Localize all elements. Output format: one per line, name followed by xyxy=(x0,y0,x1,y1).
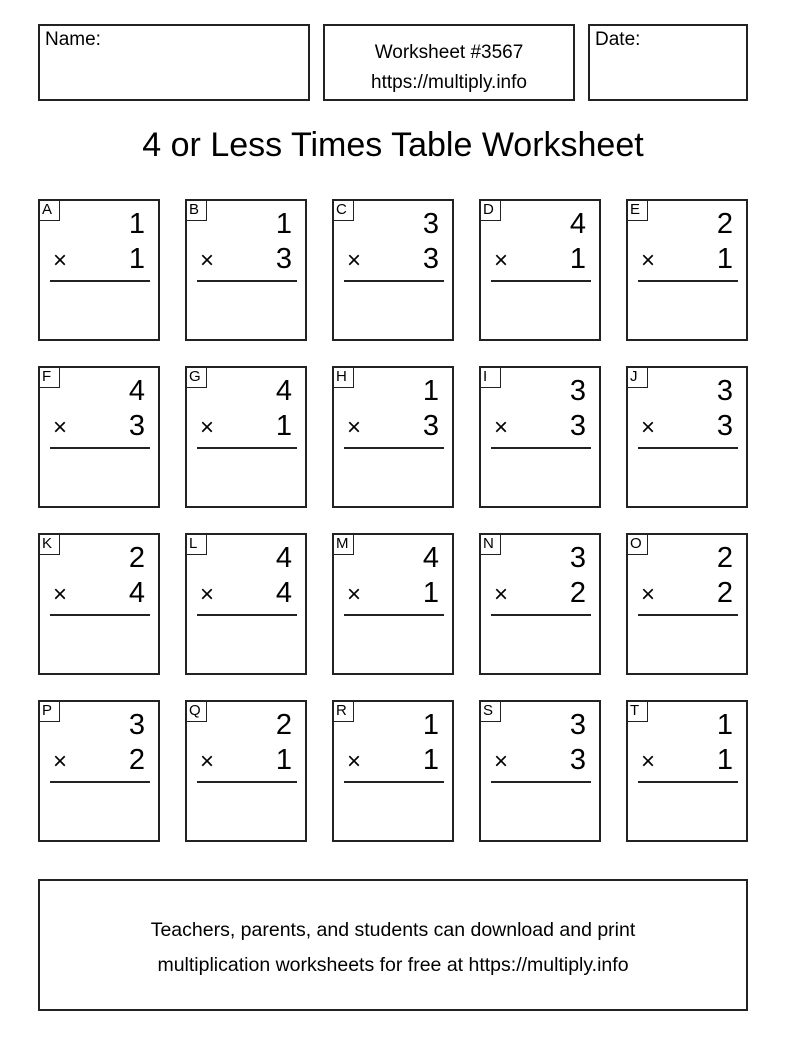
problem-card xyxy=(185,700,307,842)
times-sign: × xyxy=(494,748,509,775)
problem-card xyxy=(479,700,601,842)
multiplicand: 1 xyxy=(275,208,292,240)
times-sign: × xyxy=(53,414,68,441)
worksheet-url: https://multiply.info xyxy=(371,72,527,93)
times-sign: × xyxy=(347,748,362,775)
name-label: Name: xyxy=(45,29,101,50)
answer-line xyxy=(638,614,738,616)
problem-card xyxy=(479,366,601,508)
footer-text xyxy=(40,913,746,983)
multiplicand: 2 xyxy=(128,542,145,574)
problem-letter: K xyxy=(38,533,60,555)
problem-letter: I xyxy=(479,366,501,388)
problem-letter: R xyxy=(332,700,354,722)
answer-line xyxy=(197,447,297,449)
problem-card xyxy=(479,533,601,675)
multiplicand: 4 xyxy=(275,542,292,574)
multiplier: 1 xyxy=(569,243,586,275)
problem-letter: O xyxy=(626,533,648,555)
multiplicand: 3 xyxy=(569,542,586,574)
multiplicand: 2 xyxy=(716,208,733,240)
multiplier: 3 xyxy=(275,243,292,275)
times-sign: × xyxy=(53,247,68,274)
problem-letter: Q xyxy=(185,700,207,722)
multiplier: 3 xyxy=(422,243,439,275)
answer-line xyxy=(50,280,150,282)
multiplier: 4 xyxy=(275,577,292,609)
worksheet-id-box xyxy=(323,24,575,101)
problem-letter: E xyxy=(626,199,648,221)
problem-card xyxy=(332,366,454,508)
answer-line xyxy=(491,280,591,282)
problem-card xyxy=(479,199,601,341)
problem-card xyxy=(626,199,748,341)
problem-letter: T xyxy=(626,700,648,722)
problem-letter: L xyxy=(185,533,207,555)
times-sign: × xyxy=(494,581,509,608)
problem-card xyxy=(626,366,748,508)
problem-letter: N xyxy=(479,533,501,555)
multiplier: 3 xyxy=(569,744,586,776)
problem-card xyxy=(38,700,160,842)
times-sign: × xyxy=(641,247,656,274)
answer-line xyxy=(638,781,738,783)
times-sign: × xyxy=(200,414,215,441)
times-sign: × xyxy=(641,748,656,775)
problem-letter: D xyxy=(479,199,501,221)
answer-line xyxy=(344,447,444,449)
answer-line xyxy=(344,280,444,282)
times-sign: × xyxy=(200,581,215,608)
times-sign: × xyxy=(53,581,68,608)
multiplier: 1 xyxy=(422,744,439,776)
multiplier: 1 xyxy=(422,577,439,609)
multiplier: 2 xyxy=(569,577,586,609)
footer-line-2: multiplication worksheets for free at https://multiply.info xyxy=(157,954,629,976)
problem-card xyxy=(185,366,307,508)
problem-letter: H xyxy=(332,366,354,388)
multiplier: 1 xyxy=(716,243,733,275)
problem-card xyxy=(38,199,160,341)
answer-line xyxy=(491,447,591,449)
answer-line xyxy=(50,447,150,449)
multiplicand: 3 xyxy=(128,709,145,741)
problem-letter: P xyxy=(38,700,60,722)
problem-letter: M xyxy=(332,533,354,555)
problem-card xyxy=(626,533,748,675)
answer-line xyxy=(50,781,150,783)
problem-card xyxy=(332,700,454,842)
times-sign: × xyxy=(347,581,362,608)
problem-card xyxy=(332,533,454,675)
problem-card xyxy=(185,199,307,341)
problem-card xyxy=(332,199,454,341)
times-sign: × xyxy=(641,414,656,441)
multiplicand: 4 xyxy=(128,375,145,407)
multiplier: 1 xyxy=(275,410,292,442)
answer-line xyxy=(197,280,297,282)
multiplier: 1 xyxy=(128,243,145,275)
multiplicand: 2 xyxy=(275,709,292,741)
multiplier: 1 xyxy=(275,744,292,776)
problem-letter: C xyxy=(332,199,354,221)
problem-letter: S xyxy=(479,700,501,722)
answer-line xyxy=(344,614,444,616)
times-sign: × xyxy=(494,247,509,274)
name-box xyxy=(38,24,310,101)
multiplier: 3 xyxy=(716,410,733,442)
multiplier: 3 xyxy=(128,410,145,442)
answer-line xyxy=(638,280,738,282)
times-sign: × xyxy=(53,748,68,775)
multiplicand: 1 xyxy=(422,709,439,741)
footer-line-1: Teachers, parents, and students can download and print xyxy=(150,919,636,941)
times-sign: × xyxy=(347,414,362,441)
answer-line xyxy=(197,614,297,616)
answer-line xyxy=(344,781,444,783)
multiplier: 2 xyxy=(716,577,733,609)
multiplicand: 3 xyxy=(569,709,586,741)
multiplicand: 1 xyxy=(716,709,733,741)
problem-card xyxy=(38,533,160,675)
multiplicand: 4 xyxy=(275,375,292,407)
times-sign: × xyxy=(200,748,215,775)
multiplier: 1 xyxy=(716,744,733,776)
problem-card xyxy=(626,700,748,842)
date-label: Date: xyxy=(595,29,641,50)
times-sign: × xyxy=(200,247,215,274)
problem-card xyxy=(38,366,160,508)
worksheet-id xyxy=(325,38,573,98)
answer-line xyxy=(50,614,150,616)
times-sign: × xyxy=(494,414,509,441)
problem-card xyxy=(185,533,307,675)
multiplicand: 3 xyxy=(716,375,733,407)
multiplicand: 1 xyxy=(422,375,439,407)
footer-box xyxy=(38,879,748,1011)
worksheet-title: 4 or Less Times Table Worksheet xyxy=(142,126,644,164)
times-sign: × xyxy=(347,247,362,274)
multiplicand: 2 xyxy=(716,542,733,574)
problem-letter: J xyxy=(626,366,648,388)
problem-letter: F xyxy=(38,366,60,388)
multiplier: 3 xyxy=(569,410,586,442)
answer-line xyxy=(491,781,591,783)
multiplicand: 1 xyxy=(128,208,145,240)
problem-letter: G xyxy=(185,366,207,388)
answer-line xyxy=(638,447,738,449)
problem-letter: A xyxy=(38,199,60,221)
date-box xyxy=(588,24,748,101)
multiplier: 2 xyxy=(128,744,145,776)
multiplier: 3 xyxy=(422,410,439,442)
multiplicand: 3 xyxy=(569,375,586,407)
multiplicand: 4 xyxy=(422,542,439,574)
answer-line xyxy=(197,781,297,783)
multiplier: 4 xyxy=(128,577,145,609)
times-sign: × xyxy=(641,581,656,608)
worksheet-number: Worksheet #3567 xyxy=(374,42,524,63)
multiplicand: 3 xyxy=(422,208,439,240)
problem-letter: B xyxy=(185,199,207,221)
answer-line xyxy=(491,614,591,616)
multiplicand: 4 xyxy=(569,208,586,240)
